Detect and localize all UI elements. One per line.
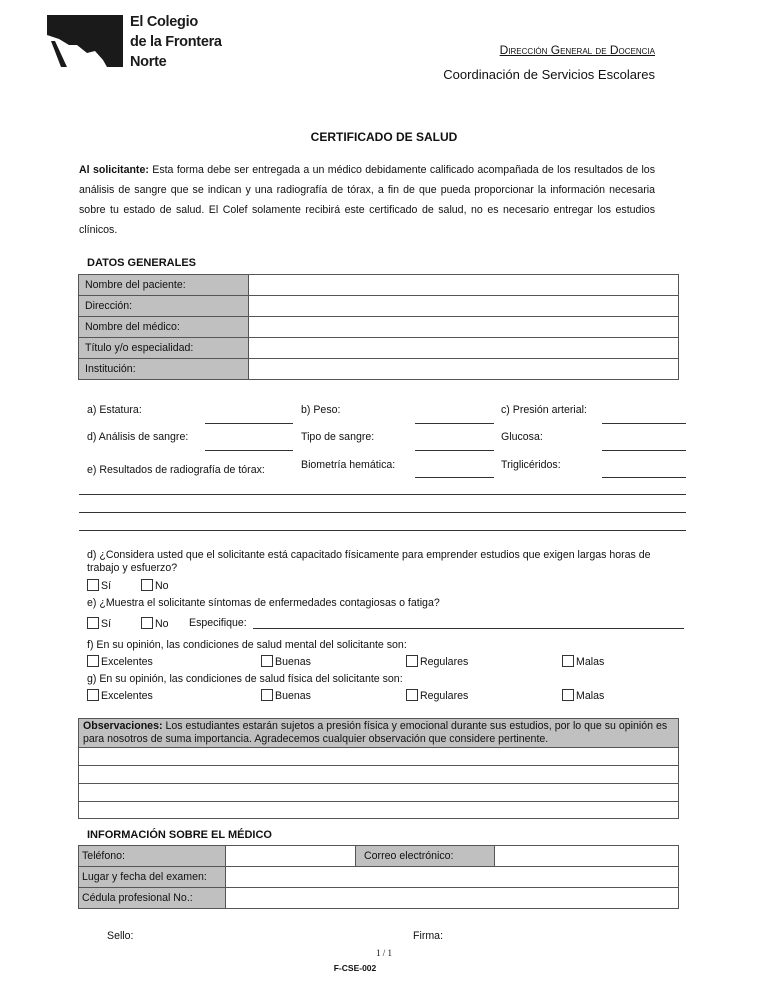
- observations-line[interactable]: [79, 802, 679, 819]
- option-label: Malas: [576, 690, 605, 702]
- field-label: Nombre del paciente:: [79, 275, 249, 296]
- option-bad[interactable]: [562, 655, 604, 668]
- signature-label: Firma:: [413, 930, 444, 942]
- option-yes[interactable]: [87, 579, 111, 592]
- option-label: No: [155, 580, 169, 592]
- xray-line[interactable]: [79, 512, 686, 513]
- checkbox[interactable]: [562, 689, 574, 701]
- option-label: Malas: [576, 656, 605, 668]
- hematic-input[interactable]: [415, 477, 494, 478]
- question-e: e) ¿Muestra el solicitante síntomas de enfermedades contagiosas o fatiga?: [87, 597, 440, 609]
- checkbox[interactable]: [261, 655, 273, 667]
- address-input[interactable]: [249, 296, 679, 317]
- license-input[interactable]: [226, 888, 679, 909]
- blood-type-label: Tipo de sangre:: [301, 431, 375, 443]
- checkbox[interactable]: [87, 689, 99, 701]
- field-label: Institución:: [79, 359, 249, 380]
- option-regular[interactable]: [406, 655, 468, 668]
- blood-type-input[interactable]: [415, 450, 494, 451]
- intro-text: Esta forma debe ser entregada a un médico debidamente calificado acompañada de los resultados de los análisis de sangre que se indican y una radiografía de tórax, a fin de que pueda proporcionar la información necesaria sobre tu estado de salud. El Colef solamente recibirá este certificado de salud, no es necesario entregar los estudios clínicos.: [79, 164, 655, 236]
- page-number: 1 / 1: [375, 948, 392, 958]
- office: Coordinación de Servicios Escolares: [443, 67, 655, 82]
- email-input[interactable]: [495, 846, 679, 867]
- xray-label: e) Resultados de radiografía de tórax:: [87, 464, 265, 476]
- option-yes[interactable]: [87, 617, 111, 630]
- specify-label: Especifique:: [189, 617, 247, 629]
- checkbox[interactable]: [406, 655, 418, 667]
- option-regular[interactable]: [406, 689, 468, 702]
- blood-pressure-input[interactable]: [602, 423, 686, 424]
- option-excellent[interactable]: [87, 655, 153, 668]
- xray-line[interactable]: [79, 494, 686, 495]
- weight-label: b) Peso:: [301, 404, 341, 416]
- option-label: Buenas: [275, 690, 311, 702]
- observations-table: [78, 718, 679, 819]
- hematic-label: Biometría hemática:: [301, 459, 396, 471]
- checkbox[interactable]: [261, 689, 273, 701]
- phone-input[interactable]: [226, 846, 356, 867]
- form-code: F-CSE-002: [333, 963, 377, 973]
- observations-line[interactable]: [79, 766, 679, 784]
- checkbox[interactable]: [562, 655, 574, 667]
- observations-line[interactable]: [79, 784, 679, 802]
- checkbox[interactable]: [87, 579, 99, 591]
- observations-line[interactable]: [79, 748, 679, 766]
- institution-input[interactable]: [249, 359, 679, 380]
- checkbox[interactable]: [141, 617, 153, 629]
- intro-label: Al solicitante:: [79, 164, 149, 176]
- xray-line[interactable]: [79, 530, 686, 531]
- logo-mark: [47, 15, 123, 67]
- height-label: a) Estatura:: [87, 404, 142, 416]
- checkbox[interactable]: [87, 617, 99, 629]
- seal-label: Sello:: [107, 930, 134, 942]
- observations-label: Observaciones:: [83, 720, 163, 732]
- option-good[interactable]: [261, 689, 311, 702]
- observations-header: [79, 719, 679, 748]
- email-label: Correo electrónico:: [356, 846, 495, 867]
- logo-text: [130, 12, 222, 72]
- observations-text: Los estudiantes estarán sujetos a presión física y emocional durante sus estudios, por lo que su opinión es para nosotros de suma importancia. Agradecemos cualquier observación que considere pertinente.: [83, 720, 668, 745]
- question-f: f) En su opinión, las condiciones de salud mental del solicitante son:: [87, 639, 407, 651]
- height-input[interactable]: [205, 423, 293, 424]
- doctor-table: [78, 845, 679, 909]
- place-date-input[interactable]: [226, 867, 679, 888]
- blood-test-input[interactable]: [205, 450, 293, 451]
- option-label: Buenas: [275, 656, 311, 668]
- option-label: Excelentes: [101, 690, 153, 702]
- option-label: Regulares: [420, 656, 469, 668]
- option-good[interactable]: [261, 655, 311, 668]
- doctor-heading: INFORMACIÓN SOBRE EL MÉDICO: [87, 829, 272, 841]
- option-label: Excelentes: [101, 656, 153, 668]
- doctor-name-input[interactable]: [249, 317, 679, 338]
- blood-pressure-label: c) Presión arterial:: [501, 404, 587, 416]
- general-table: [78, 274, 679, 380]
- place-date-label: Lugar y fecha del examen:: [79, 867, 226, 888]
- option-no[interactable]: [141, 579, 169, 592]
- question-d: d) ¿Considera usted que el solicitante está capacitado físicamente para emprender estudios que exigen largas horas de trabajo y esfuerzo?: [87, 549, 651, 574]
- checkbox[interactable]: [141, 579, 153, 591]
- triglycerides-label: Triglicéridos:: [501, 459, 561, 471]
- field-label: Título y/o especialidad:: [79, 338, 249, 359]
- option-excellent[interactable]: [87, 689, 153, 702]
- blood-test-label: d) Análisis de sangre:: [87, 431, 189, 443]
- option-label: No: [155, 618, 169, 630]
- page-title: CERTIFICADO DE SALUD: [310, 130, 458, 144]
- checkbox[interactable]: [87, 655, 99, 667]
- option-bad[interactable]: [562, 689, 604, 702]
- option-label: Sí: [101, 618, 112, 630]
- weight-input[interactable]: [415, 423, 494, 424]
- field-label: Dirección:: [79, 296, 249, 317]
- general-heading: DATOS GENERALES: [87, 257, 196, 269]
- checkbox[interactable]: [406, 689, 418, 701]
- option-no[interactable]: [141, 617, 169, 630]
- question-g: g) En su opinión, las condiciones de salud física del solicitante son:: [87, 673, 403, 685]
- option-label: Regulares: [420, 690, 469, 702]
- glucose-label: Glucosa:: [501, 431, 543, 443]
- license-label: Cédula profesional No.:: [79, 888, 226, 909]
- patient-name-input[interactable]: [249, 275, 679, 296]
- logo-line: Norte: [130, 54, 167, 70]
- option-label: Sí: [101, 580, 112, 592]
- specify-input[interactable]: [253, 628, 684, 629]
- intro-paragraph: [79, 160, 655, 240]
- logo-line: El Colegio: [130, 14, 198, 30]
- specialty-input[interactable]: [249, 338, 679, 359]
- field-label: Nombre del médico:: [79, 317, 249, 338]
- triglycerides-input[interactable]: [602, 477, 686, 478]
- department: Dirección General de Docencia: [499, 43, 655, 57]
- logo-line: de la Frontera: [130, 34, 222, 50]
- glucose-input[interactable]: [602, 450, 686, 451]
- phone-label: Teléfono:: [79, 846, 226, 867]
